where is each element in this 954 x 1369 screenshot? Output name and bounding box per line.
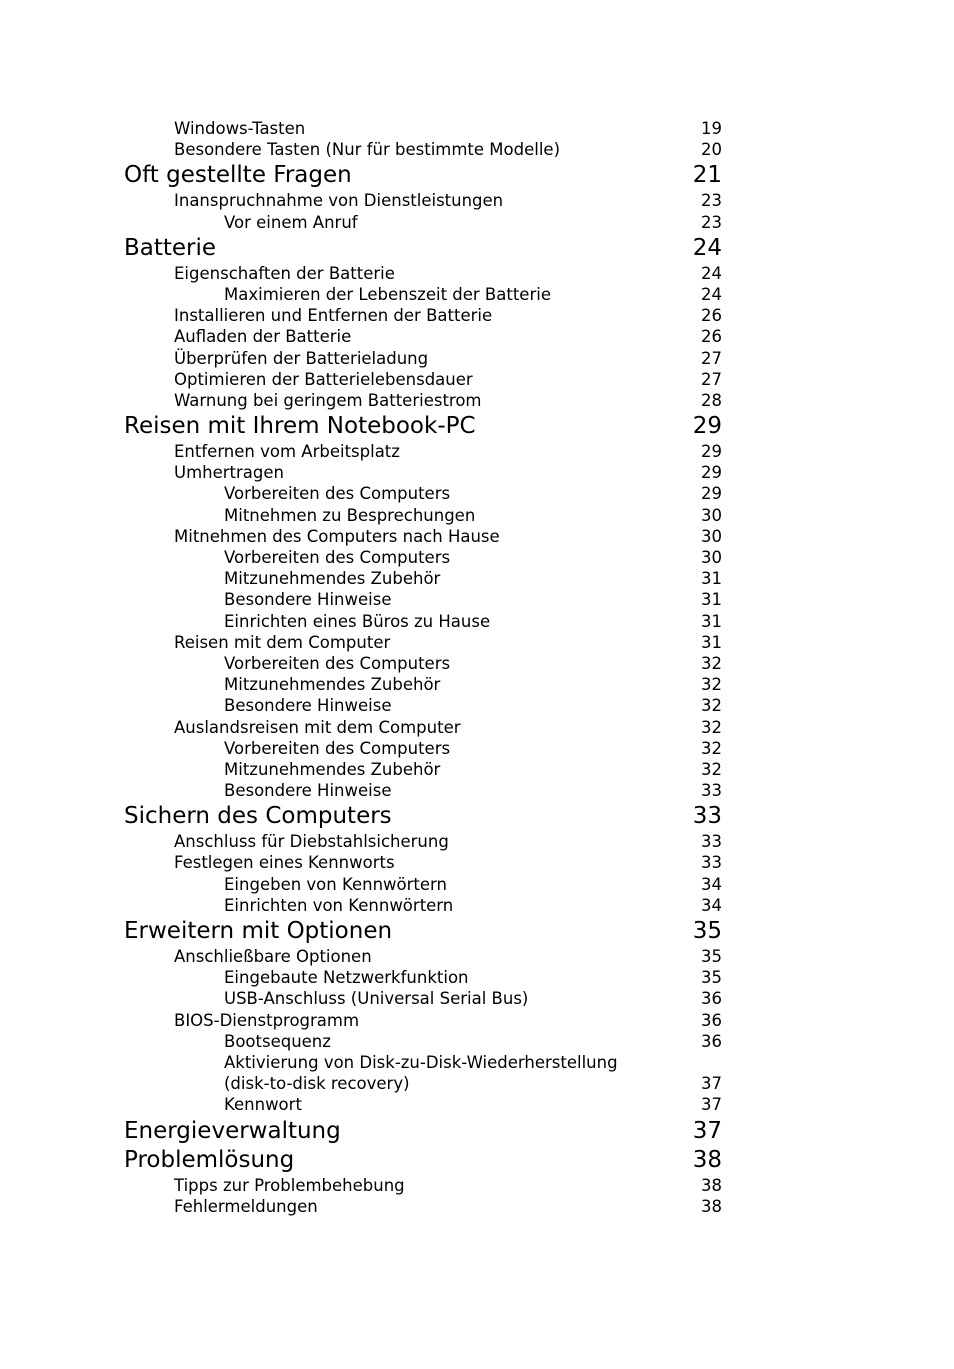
toc-section-entry[interactable]: [124, 653, 722, 674]
toc-page-number: 31: [701, 632, 722, 652]
toc-page-number: 34: [701, 895, 722, 915]
toc-section-entry[interactable]: [124, 695, 722, 716]
toc-page-number: 35: [692, 918, 722, 944]
toc-page-number: 29: [701, 484, 722, 504]
toc-section-entry[interactable]: [124, 139, 722, 160]
toc-section-entry[interactable]: [124, 852, 722, 873]
toc-page-number: 32: [701, 675, 722, 695]
table-of-contents: [124, 118, 722, 1217]
toc-page-number: 33: [701, 781, 722, 801]
toc-page-number: 30: [701, 505, 722, 525]
toc-section-entry[interactable]: [124, 326, 722, 347]
toc-section-entry[interactable]: [124, 1073, 722, 1094]
toc-page-number: 23: [701, 191, 722, 211]
toc-page-number: 37: [701, 1074, 722, 1094]
toc-section-entry[interactable]: [124, 1031, 722, 1052]
toc-page-number: 38: [701, 1196, 722, 1216]
toc-page-number: 31: [701, 611, 722, 631]
toc-section-entry[interactable]: [124, 759, 722, 780]
toc-entry-title: Eingeben von Kennwörtern: [224, 874, 447, 894]
toc-entry-title: Aufladen der Batterie: [174, 327, 352, 347]
toc-entry-title: Eingebaute Netzwerkfunktion: [224, 968, 469, 988]
toc-entry-title: Mitzunehmendes Zubehör: [224, 675, 441, 695]
toc-page-number: 36: [701, 1010, 722, 1030]
toc-section-entry[interactable]: [124, 895, 722, 916]
toc-page-number: 38: [692, 1146, 722, 1173]
toc-chapter-entry[interactable]: [124, 160, 722, 190]
toc-page-number: 24: [692, 234, 722, 261]
toc-section-entry[interactable]: [124, 967, 722, 988]
toc-section-entry[interactable]: [124, 611, 722, 632]
toc-page-number: 33: [692, 803, 722, 830]
toc-entry-title: Fehlermeldungen: [174, 1196, 318, 1216]
toc-entry-title: Vorbereiten des Computers: [224, 484, 451, 504]
toc-page-number: 30: [701, 548, 722, 567]
toc-entry-title: Besondere Hinweise: [224, 590, 392, 610]
toc-section-entry[interactable]: [124, 988, 722, 1009]
toc-entry-title: Besondere Tasten (Nur für bestimmte Modelle): [174, 140, 561, 160]
toc-entry-title: USB-Anschluss (Universal Serial Bus): [224, 989, 529, 1009]
toc-page-number: 31: [701, 590, 722, 610]
toc-entry-title: Maximieren der Lebenszeit der Batterie: [224, 284, 551, 304]
toc-entry-title: Festlegen eines Kennworts: [174, 853, 395, 873]
toc-entry-title: (disk-to-disk recovery): [224, 1074, 410, 1094]
toc-page-number: 35: [701, 947, 722, 966]
toc-section-entry[interactable]: [124, 589, 722, 610]
toc-page-number: 20: [701, 140, 722, 160]
toc-entry-title: Anschließbare Optionen: [174, 947, 372, 966]
toc-chapter-entry[interactable]: [124, 1116, 722, 1146]
toc-section-entry[interactable]: [124, 568, 722, 589]
toc-section-entry[interactable]: [124, 462, 722, 483]
toc-entry-title: Einrichten von Kennwörtern: [224, 895, 454, 915]
toc-page-number: 36: [701, 989, 722, 1009]
toc-entry-title: Vorbereiten des Computers: [224, 738, 451, 758]
toc-section-entry[interactable]: [124, 674, 722, 695]
toc-section-entry[interactable]: [124, 874, 722, 895]
toc-section-entry[interactable]: [124, 1175, 722, 1196]
toc-chapter-entry[interactable]: [124, 1145, 722, 1175]
toc-section-entry[interactable]: [124, 717, 722, 738]
toc-page-number: 29: [701, 442, 722, 462]
toc-entry-title: Kennwort: [224, 1095, 302, 1115]
toc-section-entry[interactable]: [124, 1094, 722, 1115]
toc-entry-title: Auslandsreisen mit dem Computer: [174, 717, 461, 737]
toc-chapter-entry[interactable]: [124, 801, 722, 831]
toc-page-number: 34: [701, 874, 722, 894]
toc-entry-title: Aktivierung von Disk-zu-Disk-Wiederherstellung: [224, 1052, 618, 1072]
toc-entry-title: Warnung bei geringem Batteriestrom: [174, 390, 482, 410]
toc-page-number: 32: [701, 696, 722, 716]
toc-section-entry[interactable]: [124, 483, 722, 504]
toc-entry-title: Optimieren der Batterielebensdauer: [174, 369, 473, 389]
toc-entry-title: Entfernen vom Arbeitsplatz: [174, 442, 400, 462]
toc-section-entry[interactable]: [124, 284, 722, 305]
toc-section-entry[interactable]: [124, 1010, 722, 1031]
toc-entry-title: Anschluss für Diebstahlsicherung: [174, 832, 449, 852]
toc-entry-title: Vorbereiten des Computers: [224, 548, 451, 567]
toc-entry-title: Oft gestellte Fragen: [124, 162, 352, 189]
toc-section-entry[interactable]: [124, 190, 722, 211]
toc-page-number: 32: [701, 738, 722, 758]
toc-page-number: 33: [701, 853, 722, 873]
toc-page-number: 35: [701, 968, 722, 988]
toc-entry-title: Mitnehmen des Computers nach Hause: [174, 526, 500, 546]
toc-section-entry[interactable]: [124, 946, 722, 967]
toc-section-entry[interactable]: [124, 369, 722, 390]
toc-entry-title: Mitzunehmendes Zubehör: [224, 759, 441, 779]
toc-page-number: 24: [701, 263, 722, 283]
toc-page-number: 24: [701, 284, 722, 304]
toc-entry-title: Überprüfen der Batterieladung: [174, 348, 429, 368]
toc-entry-title: Umhertragen: [174, 463, 284, 483]
toc-page-number: 32: [701, 653, 722, 673]
toc-page-number: 19: [701, 119, 722, 138]
toc-entry-title: Bootsequenz: [224, 1031, 331, 1051]
toc-section-entry[interactable]: [124, 212, 722, 233]
toc-chapter-entry[interactable]: [124, 411, 722, 441]
toc-entry-title: Energieverwaltung: [124, 1117, 341, 1144]
toc-section-entry[interactable]: [124, 305, 722, 326]
toc-page-number: 27: [701, 348, 722, 368]
toc-page-number: 32: [701, 717, 722, 737]
toc-chapter-entry[interactable]: [124, 233, 722, 263]
toc-section-entry[interactable]: [124, 780, 722, 801]
toc-entry-title: Reisen mit dem Computer: [174, 632, 391, 652]
toc-page-number: 26: [701, 327, 722, 347]
toc-page-number: 36: [701, 1031, 722, 1051]
toc-section-entry[interactable]: [124, 505, 722, 526]
toc-entry-title: Reisen mit Ihrem Notebook-PC: [124, 413, 476, 440]
toc-entry-title: Mitzunehmendes Zubehör: [224, 569, 441, 589]
toc-page-number: 21: [692, 162, 722, 189]
toc-entry-title: Vorbereiten des Computers: [224, 653, 451, 673]
toc-section-entry[interactable]: [124, 1052, 722, 1073]
toc-entry-title: Sichern des Computers: [124, 803, 392, 830]
toc-entry-title: Tipps zur Problembehebung: [174, 1175, 405, 1195]
toc-page-number: 29: [701, 463, 722, 483]
toc-section-entry[interactable]: [124, 441, 722, 462]
toc-entry-title: Besondere Hinweise: [224, 696, 392, 716]
toc-section-entry[interactable]: [124, 348, 722, 369]
toc-section-entry[interactable]: [124, 390, 722, 411]
toc-entry-title: Vor einem Anruf: [224, 212, 358, 232]
toc-entry-title: Einrichten eines Büros zu Hause: [224, 611, 491, 631]
toc-page-number: 37: [692, 1117, 722, 1144]
toc-entry-title: Mitnehmen zu Besprechungen: [224, 505, 476, 525]
toc-entry-title: Windows-Tasten: [174, 119, 306, 138]
toc-page-number: 23: [701, 212, 722, 232]
toc-entry-title: Eigenschaften der Batterie: [174, 263, 395, 283]
toc-page-number: 29: [692, 413, 722, 440]
toc-page-number: 37: [701, 1095, 722, 1115]
toc-section-entry[interactable]: [124, 738, 722, 759]
toc-section-entry[interactable]: [124, 547, 722, 568]
toc-chapter-entry[interactable]: [124, 916, 722, 946]
toc-section-entry[interactable]: [124, 263, 722, 284]
toc-entry-title: BIOS-Dienstprogramm: [174, 1010, 360, 1030]
toc-page-number: 30: [701, 526, 722, 546]
toc-entry-title: Problemlösung: [124, 1146, 295, 1173]
toc-section-entry[interactable]: [124, 632, 722, 653]
toc-page-number: 26: [701, 306, 722, 326]
toc-entry-title: Inanspruchnahme von Dienstleistungen: [174, 191, 504, 211]
toc-entry-title: Besondere Hinweise: [224, 781, 392, 801]
toc-entry-title: Erweitern mit Optionen: [124, 918, 393, 944]
toc-page-number: 31: [701, 569, 722, 589]
toc-section-entry[interactable]: [124, 1196, 722, 1217]
toc-page-number: 33: [701, 832, 722, 852]
toc-page-number: 28: [701, 390, 722, 410]
toc-entry-title: Installieren und Entfernen der Batterie: [174, 306, 493, 326]
toc-section-entry[interactable]: [124, 526, 722, 547]
toc-page-number: 32: [701, 759, 722, 779]
toc-section-entry[interactable]: [124, 831, 722, 852]
toc-section-entry[interactable]: [124, 118, 722, 139]
toc-entry-title: Batterie: [124, 234, 217, 261]
toc-page-number: 38: [701, 1175, 722, 1195]
toc-page-number: 27: [701, 369, 722, 389]
